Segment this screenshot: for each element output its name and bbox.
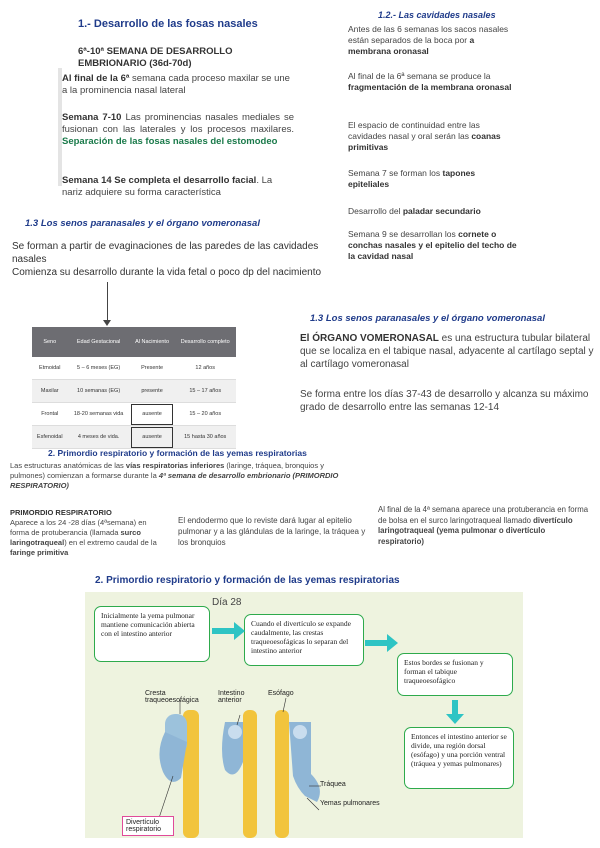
col1-title: PRIMORDIO RESPIRATORIO [10, 508, 112, 517]
vomeronasal-rest: es una estructura tubular bilateral que se localiza en el tabique nasal, adyacente al cartílago septal y al cartílago vomeronasal [300, 333, 594, 370]
table-cell: 4 meses de vida. [68, 426, 130, 449]
p1-rest: semana cada proceso maxilar se une a la prominencia nasal lateral [62, 73, 290, 96]
primordio-col1 [10, 508, 160, 558]
label-yemas: Yemas pulmonares [320, 800, 380, 807]
cav-p1-bold: a membrana oronasal [348, 35, 475, 56]
callout-box-2: Cuando el divertículo se expande caudalmente, las crestas traqueoesofágicas lo separan del intestino anterior [244, 614, 364, 666]
cav-p4-text: Semana 7 se forman los [348, 168, 443, 178]
table-cell: 15 – 20 años [174, 403, 236, 426]
cavidades-p5 [348, 206, 518, 217]
senos-line2: Comienza su desarrollo durante la vida fetal o poco dp del nacimiento [12, 267, 322, 278]
cav-p2-bold: fragmentación de la membrana oronasal [348, 82, 512, 92]
arrow-down-icon [103, 320, 111, 326]
cavidades-p3 [348, 120, 518, 153]
p3-rest: . La nariz adquiere su forma característica [62, 175, 273, 198]
primordio-col3 [378, 505, 593, 547]
week-heading [78, 46, 232, 70]
cavidades-p1 [348, 24, 518, 57]
foregut-stage-3 [275, 710, 320, 838]
figure-diagram [85, 592, 523, 838]
p2-bold: Semana 7-10 [62, 112, 122, 123]
arrow-right-icon [212, 622, 245, 640]
table-cell: Esfenoidal [32, 426, 68, 449]
table-row [32, 426, 236, 449]
col3-text: Al final de la 4ª semana aparece una protuberancia en forma de bolsa en el surco laringotraqueal llamado [378, 505, 589, 525]
cav-p6-bold: cornete o conchas nasales y el epitelio del techo de la cavidad nasal [348, 229, 517, 261]
figure-day: Día 28 [212, 597, 242, 608]
cavidades-p4 [348, 168, 518, 190]
intro-text2: (laringe, tráquea, bronquios y pulmones) comienzan a formarse durante la [10, 461, 324, 480]
cav-p2-text: Al final de la 6ª semana se produce la [348, 71, 491, 81]
week-heading-line2: EMBRIONARIO (36d-70d) [78, 58, 192, 69]
th-desarrollo: Desarrollo completo [174, 327, 236, 357]
th-seno: Seno [32, 327, 68, 357]
p3-bold: Semana 14 Se completa el desarrollo facial [62, 175, 257, 186]
table-cell: Etmoidal [32, 357, 68, 380]
table-cell: Frontal [32, 403, 68, 426]
p2-green: Separación de las fosas nasales del estomodeo [62, 136, 278, 147]
col1-bold2: faringe primitiva [10, 548, 69, 557]
table-cell: 15 – 17 años [174, 380, 236, 403]
figure-title: 2. Primordio respiratorio y formación de las yemas respiratorias [95, 575, 400, 586]
vomeronasal-p1 [300, 332, 596, 371]
paragraph-6-semana [62, 73, 294, 97]
col1-text: Aparece a los 24 -28 días (4ªsemana) en forma de protuberancia (llamada [10, 518, 147, 537]
table-row [32, 380, 236, 403]
table-cell: ausente [130, 403, 175, 426]
table-cell: Presente [130, 357, 175, 380]
arrow-line [107, 282, 108, 324]
arrow-down-icon [446, 700, 464, 724]
senos-line1: Se forman a partir de evaginaciones de las paredes de las cavidades nasales [12, 241, 319, 265]
table-cell: 15 hasta 30 años [174, 426, 236, 449]
label-esofago: Esófago [268, 690, 294, 697]
intro-italic: 4ª semana de desarrollo embrionario (PRIMORDIO RESPIRATORIO) [10, 471, 339, 490]
table-row [32, 403, 236, 426]
cav-p3-bold: coanas primitivas [348, 131, 501, 152]
vomeronasal-bold: El ÓRGANO VOMERONASAL [300, 333, 439, 344]
callout-box-1: Inicialmente la yema pulmonar mantiene comunicación abierta con el intestino anterior [94, 606, 210, 662]
section-title-vomeronasal: 1.3 Los senos paranasales y el órgano vomeronasal [310, 313, 545, 324]
col3-bold: divertículo laringotraqueal (yema pulmonar o divertículo respiratorio) [378, 515, 573, 546]
table-cell: presente [130, 380, 175, 403]
cavidades-p6 [348, 229, 518, 262]
section-title-senos: 1.3 Los senos paranasales y el órgano vomeronasal [25, 218, 260, 229]
label-intestino: Intestino anterior [218, 690, 245, 704]
cav-p4-bold: tapones epiteliales [348, 168, 476, 189]
section-title-primordio: 2. Primordio respiratorio y formación de las yemas respiratorias [48, 448, 307, 458]
cavidades-p2 [348, 71, 518, 93]
paragraph-semana-7-10 [62, 112, 294, 148]
label-cresta: Cresta traqueoesofágica [145, 690, 199, 704]
cav-p1-text: Antes de las 6 semanas los sacos nasales están separados de la boca por [348, 24, 509, 45]
p2-rest: Las prominencias nasales mediales se fusionan con las laterales y los procesos maxilares. [62, 112, 295, 135]
week-heading-line1: 6ª-10ª SEMANA DE DESARROLLO [78, 46, 233, 57]
callout-box-3: Estos bordes se fusionan y forman el tabique traqueoesofágico [397, 653, 513, 696]
callout-box-4: Entonces el intestino anterior se divide, una región dorsal (esófago) y una porción ventral (tráquea y yemas pulmonares) [404, 727, 514, 789]
senos-description [12, 240, 342, 279]
label-traquea: Tráquea [320, 781, 346, 788]
table-cell: 10 semanas (EG) [68, 380, 130, 403]
paragraph-semana-14 [62, 175, 294, 199]
foregut-stage-2 [222, 710, 257, 838]
cav-p5-text: Desarrollo del [348, 206, 403, 216]
intro-text1: Las estructuras anatómicas de las [10, 461, 126, 470]
section-title-fosas: 1.- Desarrollo de las fosas nasales [78, 18, 258, 30]
th-edad: Edad Gestacional [68, 327, 130, 357]
table-cell: 18-20 semanas vida [68, 403, 130, 426]
cav-p5-bold: paladar secundario [402, 206, 481, 216]
col1-bold: surco laringotraqueal [10, 528, 141, 547]
cav-p6-text: Semana 9 se desarrollan los [348, 229, 459, 239]
senos-table [32, 327, 236, 449]
table-cell: 12 años [174, 357, 236, 380]
arrow-right-icon [365, 634, 398, 652]
vomeronasal-p2: Se forma entre los días 37-43 de desarrollo y alcanza su máximo grado de desarrollo entre las semanas 12-14 [300, 389, 589, 413]
table-row [32, 357, 236, 380]
label-diverticulo: Divertículo respiratorio [122, 816, 174, 836]
table-cell: 5 – 6 meses (EG) [68, 357, 130, 380]
primordio-intro [10, 461, 355, 491]
table-cell: ausente [130, 426, 175, 449]
th-nacimiento: Al Nacimiento [130, 327, 175, 357]
table-cell: Maxilar [32, 380, 68, 403]
p1-bold: Al final de la 6ª [62, 73, 130, 84]
section-title-cavidades: 1.2.- Las cavidades nasales [378, 10, 496, 20]
senos-table-wrapper [32, 327, 236, 449]
intro-bold: vías respiratorias inferiores [125, 461, 225, 470]
cav-p3-text: El espacio de continuidad entre las cavidades nasal y oral serán las [348, 120, 480, 141]
col1-text2: ) en el extremo caudal de la [64, 538, 157, 547]
primordio-col2: El endodermo que lo reviste dará lugar al epitelio pulmonar y a las glándulas de la laringe, la tráquea y los bronquios [178, 516, 366, 547]
